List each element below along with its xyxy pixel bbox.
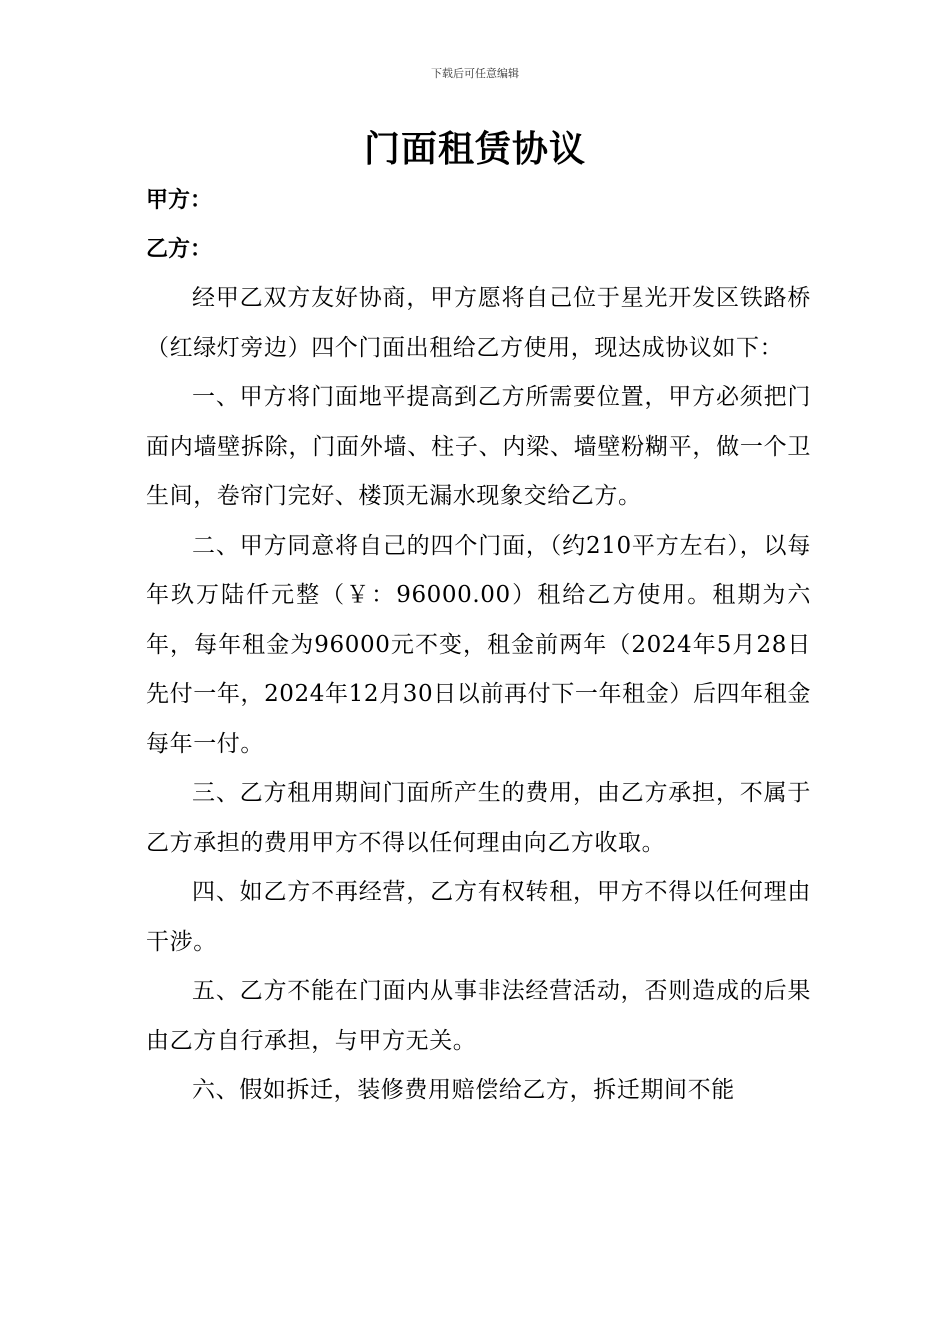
paragraph-clause-3: 三、乙方租用期间门面所产生的费用，由乙方承担，不属于乙方承担的费用甲方不得以任何理由向乙方收取。	[146, 780, 811, 856]
paragraph-clause-1: 一、甲方将门面地平提高到乙方所需要位置，甲方必须把门面内墙壁拆除，门面外墙、柱子、内梁、墙壁粉糊平，做一个卫生间，卷帘门完好、楼顶无漏水现象交给乙方。	[146, 384, 811, 509]
paragraph-clause-4: 四、如乙方不再经营，乙方有权转租，甲方不得以任何理由干涉。	[146, 879, 811, 955]
paragraph-intro: 经甲乙双方友好协商，甲方愿将自己位于星光开发区铁路桥（红绿灯旁边）四个门面出租给乙方使用，现达成协议如下：	[146, 285, 811, 361]
paragraph-clause-6: 六、假如拆迁，装修费用赔偿给乙方，拆迁期间不能	[192, 1077, 735, 1103]
paragraph-clause-5: 五、乙方不能在门面内从事非法经营活动，否则造成的后果由乙方自行承担，与甲方无关。	[146, 978, 811, 1054]
party-b-label: 乙方：	[146, 236, 213, 262]
party-a-label: 甲方：	[146, 187, 213, 213]
header-note: 下载后可任意编辑	[431, 67, 519, 80]
document-title: 门面租赁协议	[363, 128, 586, 170]
paragraph-clause-2: 二、甲方同意将自己的四个门面，（约210平方左右），以每年玖万陆仟元整（￥：96000.00）租给乙方使用。租期为六年，每年租金为96000元不变，租金前两年（2024年5月28日先付一年，2024年12月30日以前再付下一年租金）后四年租金每年一付。	[146, 532, 811, 757]
agreement-body	[146, 274, 811, 1116]
